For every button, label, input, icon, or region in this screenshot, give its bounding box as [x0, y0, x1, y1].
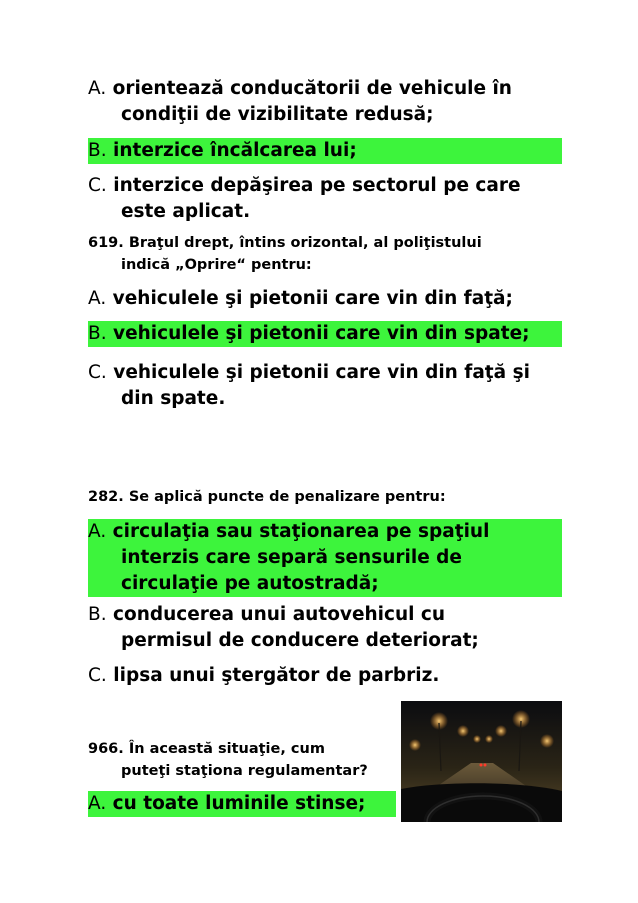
answer-letter: C. [88, 362, 107, 383]
answer-text-line: orientează conducătorii de vehicule în [112, 78, 512, 99]
question-619 [88, 232, 562, 276]
answer-text-line: interzice depăşirea pe sectorul pe care [113, 175, 521, 196]
answer-text-line: lipsa unui ştergător de parbriz. [113, 665, 440, 686]
answer-text-line: vehiculele şi pietonii care vin din faţă; [112, 288, 513, 309]
answer-text-line: permisul de conducere deteriorat; [121, 630, 479, 651]
answer-letter: B. [88, 140, 107, 161]
question-text-line: 282. Se aplică puncte de penalizare pentru: [88, 489, 446, 505]
answer-letter: A. [88, 521, 107, 542]
question-282 [88, 486, 562, 508]
question-966 [88, 738, 398, 782]
answer-text-line: interzice încălcarea lui; [113, 140, 357, 161]
answer-option-c [88, 173, 562, 225]
night-road-windshield-photo [401, 701, 562, 822]
answer-option-a-correct [88, 791, 396, 817]
answer-text-line: vehiculele şi pietonii care vin din faţă şi [113, 362, 530, 383]
question-text-line: 966. În această situaţie, cum [88, 741, 325, 757]
answer-option-a-correct [88, 519, 562, 597]
question-text-line: 619. Braţul drept, întins orizontal, al poliţistului [88, 235, 482, 251]
answer-letter: A. [88, 793, 107, 814]
answer-text-line: cu toate luminile stinse; [112, 793, 366, 814]
question-text-line: puteţi staţiona regulamentar? [121, 763, 368, 779]
answer-option-c [88, 663, 562, 689]
answer-text-line: este aplicat. [121, 201, 251, 222]
answer-letter: B. [88, 323, 107, 344]
answer-letter: A. [88, 288, 107, 309]
answer-option-c [88, 360, 562, 412]
answer-text-line: din spate. [121, 388, 226, 409]
answer-text-line: interzis care separă sensurile de [121, 547, 462, 568]
answer-option-b [88, 602, 562, 654]
answer-text-line: circulaţie pe autostradă; [121, 573, 379, 594]
answer-option-b-correct [88, 138, 562, 164]
answer-option-a [88, 76, 562, 128]
answer-text-line: conducerea unui autovehicul cu [113, 604, 446, 625]
answer-letter: A. [88, 78, 107, 99]
question-text-line: indică „Oprire“ pentru: [121, 257, 312, 273]
answer-option-b-correct [88, 321, 562, 347]
answer-letter: B. [88, 604, 107, 625]
night-road-icon [401, 701, 562, 822]
answer-letter: C. [88, 665, 107, 686]
answer-option-a [88, 286, 562, 312]
answer-text-line: vehiculele şi pietonii care vin din spate; [113, 323, 530, 344]
answer-letter: C. [88, 175, 107, 196]
answer-text-line: condiţii de vizibilitate redusă; [121, 104, 434, 125]
answer-text-line: circulaţia sau staţionarea pe spaţiul [112, 521, 490, 542]
